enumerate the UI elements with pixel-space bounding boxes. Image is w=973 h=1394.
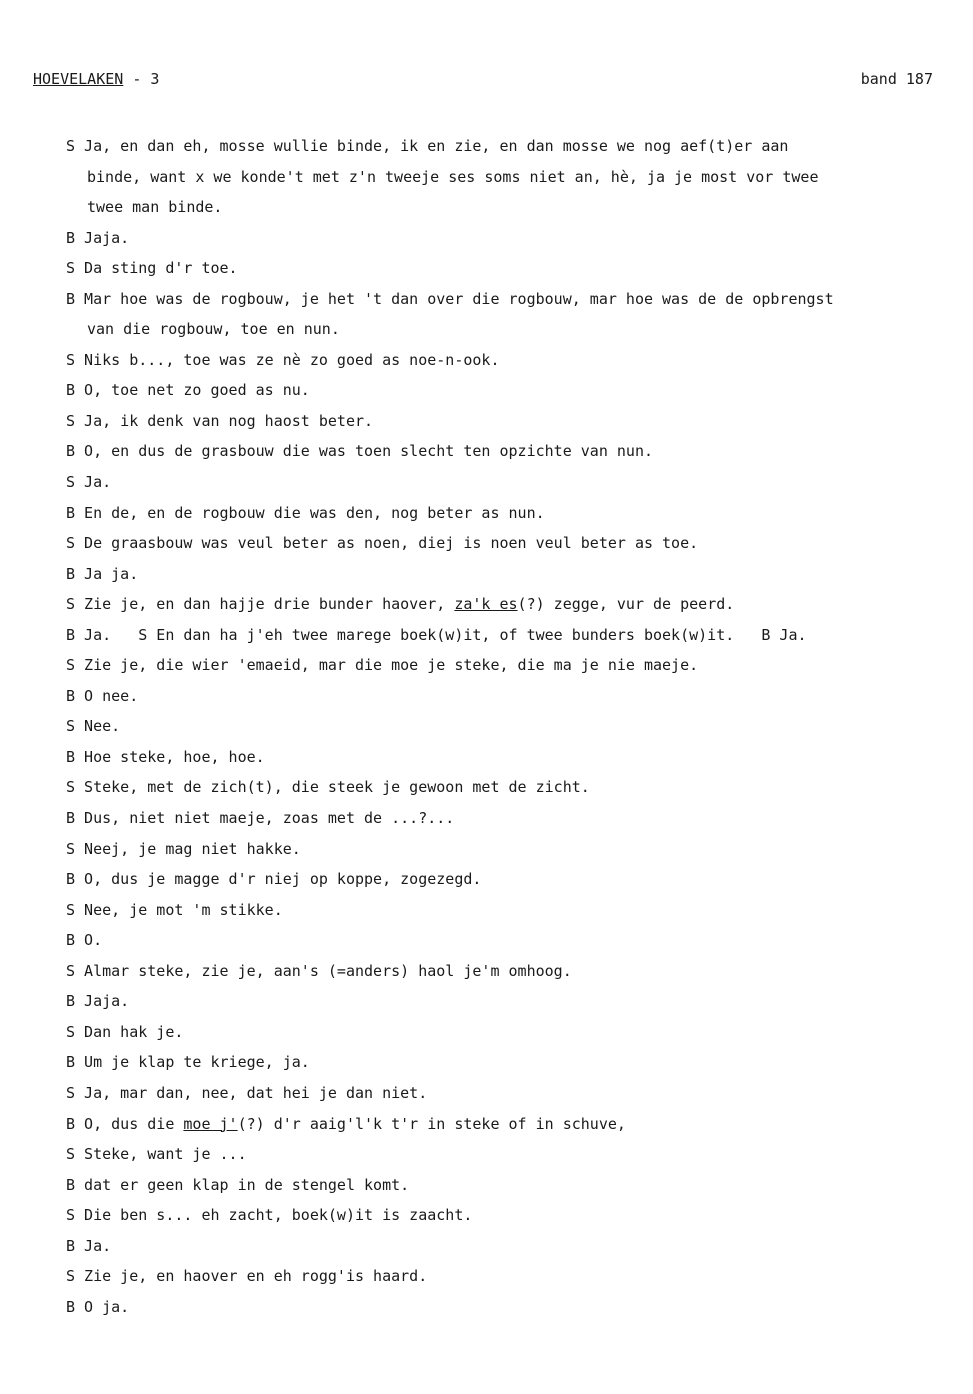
transcript-line: S Ja, ik denk van nog haost beter. [66,411,374,430]
document-title: HOEVELAKEN [33,70,124,88]
line-text: B O, dus die [66,1114,184,1133]
transcript-line: B O, en dus de grasbouw die was toen slecht ten opzichte van nun. [66,442,653,461]
transcript-line: S Nee, je mot 'm stikke. [66,900,283,919]
underlined-phrase: za'k es [454,595,518,614]
transcript-line: B Ja ja. [66,564,139,583]
transcript-line: S De graasbouw was veul beter as noen, diej is noen veul beter as toe. [66,534,699,553]
transcript-line [66,1109,966,1140]
transcript-line: van die rogbouw, toe en nun. [87,320,340,339]
transcript-line: B O nee. [66,686,139,705]
transcript-line: S Zie je, die wier 'emaeid, mar die moe je steke, die ma je nie maeje. [66,656,699,675]
transcript-line: binde, want x we konde't met z'n tweeje ses soms niet an, hè, ja je most vor twee [87,167,819,186]
band-number: band 187 [860,70,933,88]
transcript-line: B Dus, niet niet maeje, zoas met de ...?... [66,809,455,828]
page-header [33,70,933,94]
transcript-line: S Ja, en dan eh, mosse wullie binde, ik en zie, en dan mosse we nog aef(t)er aan [66,137,789,155]
transcript-line: S Nee. [66,717,121,736]
transcript-line: S Ja, mar dan, nee, dat hei je dan niet. [66,1083,428,1102]
transcript-line: B Um je klap te kriege, ja. [66,1053,310,1072]
transcript-line: B O, dus je magge d'r niej op koppe, zogezegd. [66,870,482,889]
transcript-line: S Steke, met de zich(t), die steek je gewoon met de zicht. [66,778,590,797]
transcript-line: S Die ben s... eh zacht, boek(w)it is zaacht. [66,1206,473,1225]
line-text: S Zie je, en dan hajje drie bunder haover, [66,595,455,614]
transcript-line [66,589,966,620]
transcript-line: B O, toe net zo goed as nu. [66,381,310,400]
transcript-line: B Jaja. [66,992,130,1011]
page-number: - 3 [123,70,160,88]
line-text: (?) d'r aaig'l'k t'r in steke of in schuve, [237,1114,626,1133]
transcript-line: S Zie je, en haover en eh rogg'is haard. [66,1267,428,1286]
transcript-line: B Jaja. [66,228,130,247]
transcript-line: S Ja. [66,473,112,492]
transcript-line: B dat er geen klap in de stengel komt. [66,1175,410,1194]
transcript-line: B Mar hoe was de rogbouw, je het 't dan over die rogbouw, mar hoe was de de opbrengst [66,289,834,308]
header-left [33,70,159,88]
transcript-line: S Neej, je mag niet hakke. [66,839,301,858]
transcript-line: S Da sting d'r toe. [66,259,238,278]
transcript-line: S Almar steke, zie je, aan's (=anders) haol je'm omhoog. [66,961,572,980]
transcript-line: B Ja. [66,1236,112,1255]
transcript-line: S Niks b..., toe was ze nè zo goed as noe-n-ook. [66,350,500,369]
transcript-line: B Ja. S En dan ha j'eh twee marege boek(w)it, of twee bunders boek(w)it. B Ja. [66,625,807,644]
transcript-line: S Steke, want je ... [66,1145,247,1164]
transcript-line: B Hoe steke, hoe, hoe. [66,747,265,766]
underlined-phrase: moe j' [183,1114,238,1133]
transcript [66,131,966,1322]
transcript-line: twee man binde. [87,198,223,217]
transcript-line: B O ja. [66,1297,130,1316]
transcript-line: S Dan hak je. [66,1022,184,1041]
transcript-line: B En de, en de rogbouw die was den, nog beter as nun. [66,503,545,522]
transcript-line: B O. [66,931,103,950]
line-text: (?) zegge, vur de peerd. [517,595,735,614]
